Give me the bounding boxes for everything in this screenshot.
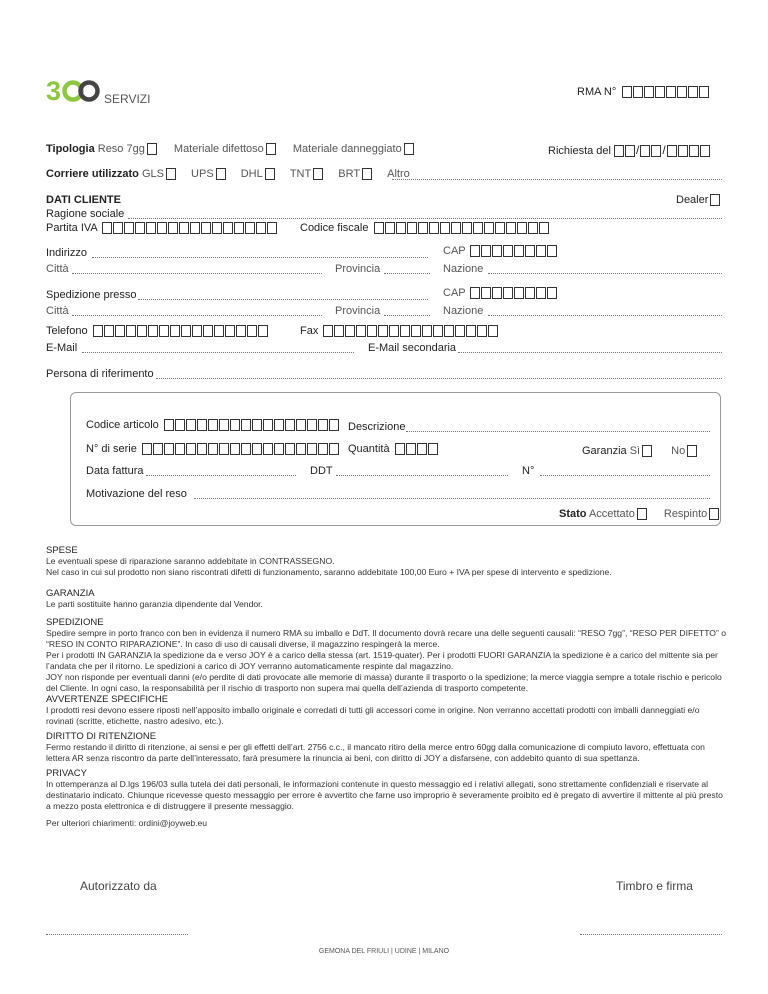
char-box[interactable] [203,325,213,337]
char-box[interactable] [168,222,178,234]
gls-checkbox[interactable] [166,168,176,180]
char-box[interactable] [137,325,147,337]
char-box[interactable] [470,287,480,299]
char-box[interactable] [539,222,549,234]
char-box[interactable] [285,419,295,431]
privacy-heading: PRIVACY [46,768,88,779]
char-box[interactable] [258,325,268,337]
char-box[interactable] [329,443,339,455]
opt-gls: GLS [141,168,164,180]
char-box[interactable] [274,419,284,431]
char-box[interactable] [395,443,405,455]
char-box[interactable] [126,325,136,337]
opt-tnt: TNT [289,168,312,180]
respinto-label: Respinto [663,508,708,520]
citta-input[interactable] [72,273,322,274]
rma-field[interactable] [577,86,709,98]
spedizione-input[interactable] [138,299,428,300]
char-box[interactable] [252,443,262,455]
respinto-checkbox[interactable] [709,508,719,520]
n-input[interactable] [540,475,710,476]
dhl-checkbox[interactable] [265,168,275,180]
char-box[interactable] [102,222,112,234]
char-box[interactable] [492,245,502,257]
char-box[interactable] [318,419,328,431]
char-box[interactable] [323,325,333,337]
char-box[interactable] [223,222,233,234]
descrizione-label: Descrizione [348,421,406,433]
char-box[interactable] [104,325,114,337]
si-checkbox[interactable] [642,445,652,457]
footer-locations: GEMONA DEL FRIULI | UDINE | MILANO [318,948,450,955]
richiesta-field[interactable]: Richiesta del / / [548,143,710,157]
char-box[interactable] [481,287,491,299]
contatti-text: Per ulteriori chiarimenti: ordini@joyweb.eu [46,818,208,828]
char-box[interactable] [153,443,163,455]
spedizione-text-2: Per i prodotti IN GARANZIA la spedizione da e verso JOY è a carico della stessa (art. 1519-quater). Per i prodotti FUORI GARANZIA la spedizione è a carico del mittente sia per l’andata che per il ritorno. Le spedizioni a carico di JOY verranno automaticamente respinte dal magazzino. [46,650,718,671]
logo-subtitle: SERVIZI [104,92,151,106]
char-box[interactable] [274,443,284,455]
corriere-label: Corriere utilizzato [46,168,139,180]
persona-label: Persona di riferimento [46,368,154,380]
dealer-field[interactable] [676,194,720,206]
char-box[interactable] [495,222,505,234]
char-box[interactable] [666,86,676,98]
garanzia-heading: GARANZIA [46,588,95,599]
char-box[interactable] [466,325,476,337]
quantita-field[interactable] [348,443,438,455]
char-box[interactable] [148,325,158,337]
date-year[interactable] [667,145,710,157]
char-box[interactable] [307,419,317,431]
char-box[interactable] [164,419,174,431]
char-box[interactable] [329,419,339,431]
serie-field[interactable] [86,443,339,455]
privacy-text: In ottemperanza al D.lgs 196/03 sulla tutela dei dati personali, le informazioni contenute in questo messaggio ed i relativi allegati, sono strettamente confidenziali e riservate al destinatario indicato. Chiunque ricevesse questo messaggio per errore è avvertito che farne uso improprio è severamente proibito ed è pregato di avvertire il mittente al più presto a mezzo posta elettronica e di distruggere il presente messaggio. [46,779,723,811]
char-box[interactable] [230,419,240,431]
char-box[interactable] [345,325,355,337]
char-box[interactable] [440,222,450,234]
char-box[interactable] [135,222,145,234]
autorizzato-signature-line[interactable] [46,934,188,935]
char-box[interactable] [208,419,218,431]
char-box[interactable] [406,443,416,455]
quantita-boxes[interactable] [395,443,438,455]
char-box[interactable] [547,245,557,257]
cf-boxes[interactable] [374,222,549,234]
char-box[interactable] [186,419,196,431]
provincia-input[interactable] [384,273,430,274]
codice-boxes[interactable] [164,419,339,431]
garanzia-field [582,445,697,457]
char-box[interactable] [688,86,698,98]
date-month[interactable] [640,145,661,157]
difettoso-checkbox[interactable] [266,143,276,155]
char-box[interactable] [208,443,218,455]
danneggiato-checkbox[interactable] [404,143,414,155]
char-box[interactable] [455,325,465,337]
char-box[interactable] [492,287,502,299]
ragione-label: Ragione sociale [46,208,125,220]
nazione2-input[interactable] [488,315,722,316]
char-box[interactable] [699,86,709,98]
char-box[interactable] [451,222,461,234]
richiesta-label: Richiesta del [548,145,611,157]
timbro-label: Timbro e firma [616,879,693,893]
char-box[interactable] [428,443,438,455]
dealer-checkbox[interactable] [710,194,720,206]
spese-text-1: Le eventuali spese di riparazione saranno addebitate in CONTRASSEGNO. [46,556,335,566]
opt-reso7: Reso 7gg [97,143,145,155]
char-box[interactable] [396,222,406,234]
stato-field [559,508,719,520]
char-box[interactable] [93,325,103,337]
cap-label: CAP [443,245,466,257]
char-box[interactable] [157,222,167,234]
piva-boxes[interactable] [102,222,277,234]
char-box[interactable] [219,443,229,455]
fax-field[interactable] [300,325,498,337]
char-box[interactable] [528,222,538,234]
char-box[interactable] [429,222,439,234]
indirizzo-label: Indirizzo [46,247,87,259]
cap2-label: CAP [443,287,466,299]
ddt-input[interactable] [336,475,508,476]
garanzia-text: Le parti sostituite hanno garanzia dipendente dal Vendor. [46,599,263,609]
ragione-input[interactable] [128,218,722,219]
spedizione-label: Spedizione presso [46,289,137,301]
email2-input[interactable] [458,352,722,353]
char-box[interactable] [181,325,191,337]
garanzia-label: Garanzia [582,445,627,457]
nazione-input[interactable] [488,273,722,274]
char-box[interactable] [296,443,306,455]
char-box[interactable] [407,222,417,234]
char-box[interactable] [525,287,535,299]
char-box[interactable] [267,222,277,234]
char-box[interactable] [285,443,295,455]
char-box[interactable] [186,443,196,455]
char-box[interactable] [175,419,185,431]
char-box[interactable] [142,443,152,455]
spese-text-2: Nel caso in cui sul prodotto non siano riscontrati difetti di funzionamento, saranno addebitate 100,00 Euro + IVA per spese di intervento e spedizione. [46,567,612,577]
char-box[interactable] [159,325,169,337]
motivazione-input[interactable] [194,498,710,499]
email-input[interactable] [82,352,354,353]
char-box[interactable] [400,325,410,337]
motivazione-label: Motivazione del reso [86,488,187,500]
tipologia-label: Tipologia [46,143,95,155]
opt-difettoso: Materiale difettoso [173,143,264,155]
provincia-label: Provincia [335,263,381,275]
char-box[interactable] [503,245,513,257]
char-box[interactable] [378,325,388,337]
char-box[interactable] [236,325,246,337]
product-panel [70,392,721,526]
opt-ups: UPS [191,168,214,180]
ddt-label: DDT [310,465,333,477]
telefono-boxes[interactable] [93,325,268,337]
cap-boxes[interactable] [470,245,557,257]
char-box[interactable] [113,222,123,234]
char-box[interactable] [633,86,643,98]
ritenzione-heading: DIRITTO DI RITENZIONE [46,731,157,742]
opt-altro: Altro [387,168,410,180]
no-label: No [671,445,686,457]
char-box[interactable] [201,222,211,234]
char-box[interactable] [212,222,222,234]
char-box[interactable] [252,419,262,431]
char-box[interactable] [488,325,498,337]
serie-label: N° di serie [86,443,137,455]
char-box[interactable] [307,443,317,455]
autorizzato-label: Autorizzato da [80,879,157,893]
dati-cliente-title: DATI CLIENTE [46,194,121,206]
char-box[interactable] [644,86,654,98]
rma-label: RMA N° [577,86,617,98]
data-fattura-label: Data fattura [86,465,144,477]
dealer-label: Dealer [676,194,709,206]
char-box[interactable] [374,222,384,234]
cf-label: Codice fiscale [300,222,369,234]
char-box[interactable] [124,222,134,234]
char-box[interactable] [536,287,546,299]
char-box[interactable] [225,325,235,337]
char-box[interactable] [517,222,527,234]
char-box[interactable] [230,443,240,455]
logo-icon [46,78,102,104]
char-box[interactable] [525,245,535,257]
char-box[interactable] [536,245,546,257]
ups-checkbox[interactable] [216,168,226,180]
char-box[interactable] [417,443,427,455]
no-checkbox[interactable] [687,445,697,457]
email2-label: E-Mail secondaria [368,342,457,354]
provincia2-label: Provincia [335,305,381,317]
data-fattura-input[interactable] [146,475,296,476]
cf-field[interactable] [300,222,549,234]
piva-field[interactable] [46,222,277,234]
char-box[interactable] [433,325,443,337]
tipologia-row [46,143,414,155]
citta2-input[interactable] [72,315,322,316]
ritenzione-text: Fermo restando il diritto di ritenzione, ai sensi e per gli effetti dell’art. 2756 c.c., il mancato ritiro della merce entro 60gg dalla comunicazione di compiuto lavoro, effettuata con lettera AR senza riscontro da parte dell’interessato, farà presumere la rinuncia ai beni, con diritto di JOY a disfarsene, con addebito quanto di sua spettanza. [46,742,705,763]
char-box[interactable] [175,443,185,455]
char-box[interactable] [411,325,421,337]
accettato-checkbox[interactable] [637,508,647,520]
date-day[interactable] [614,145,635,157]
char-box[interactable] [622,86,632,98]
fax-label: Fax [300,325,319,337]
altro-line[interactable] [392,179,722,180]
char-box[interactable] [197,419,207,431]
char-box[interactable] [115,325,125,337]
char-box[interactable] [245,222,255,234]
char-box[interactable] [385,222,395,234]
char-box[interactable] [241,419,251,431]
char-box[interactable] [473,222,483,234]
spedizione-heading: SPEDIZIONE [46,617,104,628]
rma-boxes[interactable] [622,86,709,98]
char-box[interactable] [444,325,454,337]
char-box[interactable] [477,325,487,337]
char-box[interactable] [197,443,207,455]
descrizione-input[interactable] [406,431,710,432]
char-box[interactable] [677,86,687,98]
char-box[interactable] [356,325,366,337]
char-box[interactable] [484,222,494,234]
tnt-checkbox[interactable] [313,168,323,180]
corriere-row [46,168,410,180]
telefono-label: Telefono [46,325,88,337]
char-box[interactable] [514,245,524,257]
spedizione-text-3: JOY non risponde per eventuali danni (e/o perdite di dati provocate alle memorie di massa) durante il trasporto o la spedizione; la merce viaggia sempre a totale rischio e pericolo del Cliente. In ogni caso, la responsabilità per il rischio di trasporto non supera mai quella dell’azienda di trasporto competente. [46,672,722,693]
codice-field[interactable] [86,419,339,431]
provincia2-input[interactable] [384,315,430,316]
email-label: E-Mail [46,342,78,354]
char-box[interactable] [192,325,202,337]
char-box[interactable] [190,222,200,234]
cap2-boxes[interactable] [470,287,557,299]
opt-danneggiato: Materiale danneggiato [292,143,402,155]
stato-label: Stato [559,508,587,520]
char-box[interactable] [367,325,377,337]
char-box[interactable] [655,86,665,98]
nazione-label: Nazione [443,263,484,275]
char-box[interactable] [164,443,174,455]
char-box[interactable] [146,222,156,234]
char-box[interactable] [389,325,399,337]
char-box[interactable] [296,419,306,431]
citta2-label: Città [46,305,69,317]
char-box[interactable] [418,222,428,234]
persona-input[interactable] [156,378,722,379]
cap-field[interactable] [443,245,557,257]
opt-dhl: DHL [240,168,263,180]
n-label: N° [522,465,535,477]
char-box[interactable] [263,419,273,431]
char-box[interactable] [462,222,472,234]
nazione2-label: Nazione [443,305,484,317]
char-box[interactable] [422,325,432,337]
char-box[interactable] [219,419,229,431]
spedizione-text-1: Spedire sempre in porto franco con ben in evidenza il numero RMA su imballo e DdT. Il documento dovrà recare una delle seguenti causali: “RESO 7gg”, “RESO PER DIFETTO” o “RESO IN CONTO RIPARAZIONE”. In caso di uso di causali diverse, il magazzino respingerà la merce. [46,628,727,649]
timbro-signature-line[interactable] [580,934,722,935]
indirizzo-input[interactable] [92,257,428,258]
char-box[interactable] [503,287,513,299]
char-box[interactable] [179,222,189,234]
citta-label: Città [46,263,69,275]
char-box[interactable] [547,287,557,299]
char-box[interactable] [234,222,244,234]
telefono-field[interactable] [46,325,268,337]
brt-checkbox[interactable] [362,168,372,180]
char-box[interactable] [506,222,516,234]
char-box[interactable] [256,222,266,234]
opt-brt: BRT [338,168,361,180]
char-box[interactable] [170,325,180,337]
accettato-label: Accettato [588,508,635,520]
cap2-field[interactable] [443,287,557,299]
si-label: Sì [629,445,641,457]
char-box[interactable] [318,443,328,455]
spese-heading: SPESE [46,545,78,556]
avvertenze-heading: AVVERTENZE SPECIFICHE [46,694,169,705]
reso7-checkbox[interactable] [147,143,157,155]
char-box[interactable] [263,443,273,455]
char-box[interactable] [334,325,344,337]
codice-label: Codice articolo [86,419,159,431]
serie-boxes[interactable] [142,443,339,455]
char-box[interactable] [514,287,524,299]
svg-text:3: 3 [46,78,62,104]
char-box[interactable] [247,325,257,337]
char-box[interactable] [470,245,480,257]
char-box[interactable] [481,245,491,257]
char-box[interactable] [241,443,251,455]
quantita-label: Quantità [348,443,390,455]
logo [46,78,102,107]
avvertenze-text: I prodotti resi devono essere riposti nell’apposito imballo originale e corredati di tutti gli accessori come in origine. Non verranno accettati prodotti con imballi danneggiati e/o rovinati (scritte, etichette, nastro adesivo, etc.). [46,705,700,726]
piva-label: Partita IVA [46,222,98,234]
char-box[interactable] [214,325,224,337]
fax-boxes[interactable] [323,325,498,337]
